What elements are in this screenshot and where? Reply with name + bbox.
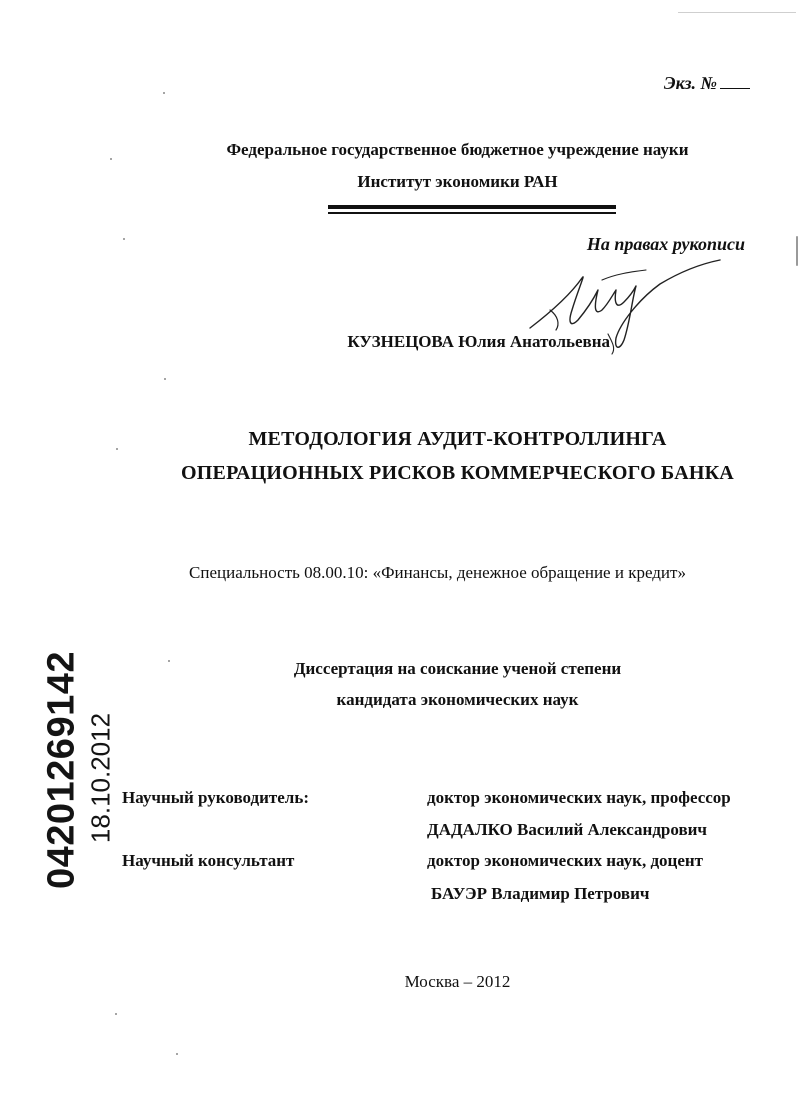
organization-name: Федеральное государственное бюджетное учреждение науки bbox=[226, 140, 689, 159]
dissertation-title-line-2: ОПЕРАЦИОННЫХ РИСКОВ КОММЕРЧЕСКОГО БАНКА bbox=[181, 462, 734, 484]
scan-edge-mark bbox=[678, 0, 796, 13]
dissertation-title-line-1: МЕТОДОЛОГИЯ АУДИТ-КОНТРОЛЛИНГА bbox=[248, 428, 667, 450]
degree-statement-line-2: кандидата экономических наук bbox=[336, 690, 579, 709]
scan-speck bbox=[110, 158, 112, 160]
registration-stamp-number: 04201269142 bbox=[40, 651, 83, 889]
institute-name: Институт экономики РАН bbox=[357, 172, 558, 191]
supervisor-name: ДАДАЛКО Василий Александрович bbox=[427, 820, 708, 839]
consultant-label: Научный консультант bbox=[122, 851, 295, 870]
scan-speck bbox=[163, 92, 165, 94]
scan-speck bbox=[176, 1053, 178, 1055]
consultant-name: БАУЭР Владимир Петрович bbox=[431, 884, 650, 903]
scan-speck bbox=[116, 448, 118, 450]
author-name: КУЗНЕЦОВА Юлия Анатольевна bbox=[347, 332, 610, 351]
scan-speck bbox=[123, 238, 125, 240]
header-rule-thin bbox=[328, 212, 616, 214]
scan-edge-line bbox=[796, 236, 798, 266]
scan-speck bbox=[164, 378, 166, 380]
supervisor-label: Научный руководитель: bbox=[122, 788, 309, 807]
specialty: Специальность 08.00.10: «Финансы, денежное обращение и кредит» bbox=[189, 563, 686, 582]
city-year: Москва – 2012 bbox=[404, 972, 511, 991]
supervisor-degree: доктор экономических наук, профессор bbox=[427, 788, 731, 807]
copy-number-blank bbox=[720, 72, 750, 89]
copy-number bbox=[600, 72, 750, 94]
registration-stamp-date: 18.10.2012 bbox=[85, 712, 116, 844]
manuscript-note: На правах рукописи bbox=[586, 234, 745, 254]
degree-statement-line-1: Диссертация на соискание ученой степени bbox=[293, 659, 622, 678]
copy-number-label: Экз. № bbox=[663, 73, 717, 93]
scan-speck bbox=[115, 1013, 117, 1015]
consultant-degree: доктор экономических наук, доцент bbox=[427, 851, 704, 870]
scan-speck bbox=[168, 660, 170, 662]
header-rule-thick bbox=[328, 205, 616, 209]
